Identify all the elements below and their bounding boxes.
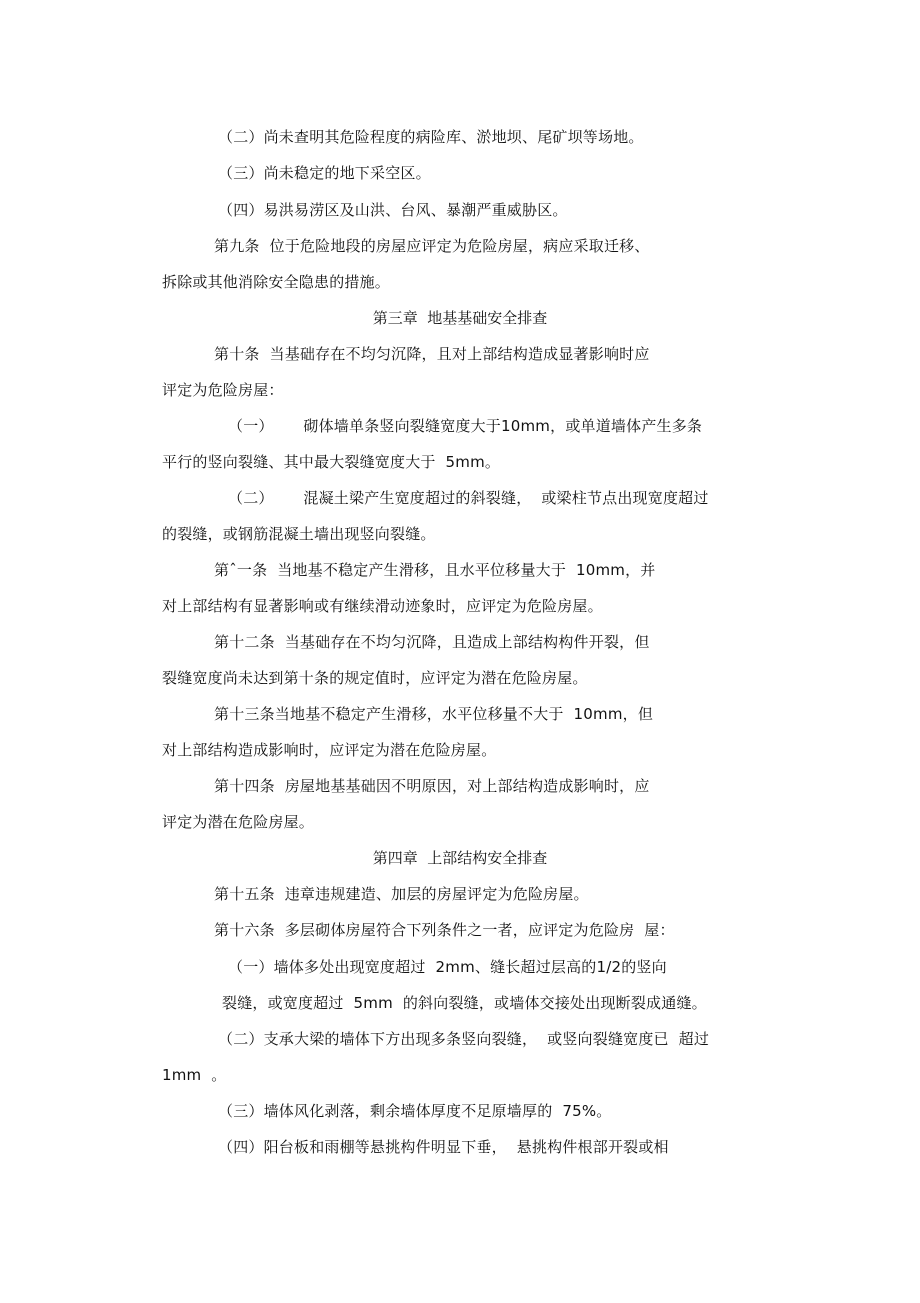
text-line: 评定为潜在危险房屋。 bbox=[162, 813, 315, 831]
text-line: （三）墙体风化剥落，剩余墙体厚度不足原墙厚的 75%。 bbox=[218, 1102, 612, 1120]
text-line: 拆除或其他消除安全隐患的措施。 bbox=[162, 273, 391, 291]
text-line: 对上部结构有显著影响或有继续滑动迹象时，应评定为危险房屋。 bbox=[162, 597, 603, 615]
text-line: （二）支承大梁的墙体下方出现多条竖向裂缝， 或竖向裂缝宽度已 超过 bbox=[218, 1030, 710, 1048]
text-line: 第十六条 多层砌体房屋符合下列条件之一者，应评定为危险房 屋： bbox=[214, 921, 675, 939]
text-line: （二） 混凝土梁产生宽度超过的斜裂缝， 或梁柱节点出现宽度超过 bbox=[228, 489, 709, 507]
text-line: 第十条 当基础存在不均匀沉降，且对上部结构造成显著影响时应 bbox=[214, 345, 650, 363]
chapter-heading: 第三章 地基基础安全排查 bbox=[372, 309, 548, 327]
text-line: 1mm 。 bbox=[162, 1066, 227, 1084]
text-line: （四）易洪易涝区及山洪、台风、暴潮严重威胁区。 bbox=[218, 201, 568, 219]
text-line: 第九条 位于危险地段的房屋应评定为危险房屋，病应采取迁移、 bbox=[214, 237, 650, 255]
text-line: 第十五条 违章违规建造、加层的房屋评定为危险房屋。 bbox=[214, 885, 589, 903]
text-line: 第十二条 当基础存在不均匀沉降，且造成上部结构构件开裂，但 bbox=[214, 633, 650, 651]
text-line: 第十四条 房屋地基基础因不明原因，对上部结构造成影响时，应 bbox=[214, 777, 650, 795]
text-line: 评定为危险房屋： bbox=[162, 381, 284, 399]
text-line: （三）尚未稳定的地下采空区。 bbox=[218, 164, 431, 182]
text-line: 的裂缝，或钢筋混凝土墙出现竖向裂缝。 bbox=[162, 525, 436, 543]
text-line: （一） 砌体墙单条竖向裂缝宽度大于10mm，或单道墙体产生多条 bbox=[228, 417, 703, 435]
text-line: 第ˆ一条 当地基不稳定产生滑移，且水平位移量大于 10mm，并 bbox=[214, 561, 656, 579]
text-line: 裂缝，或宽度超过 5mm 的斜向裂缝，或墙体交接处出现断裂成通缝。 bbox=[222, 994, 707, 1012]
text-line: （四）阳台板和雨棚等悬挑构件明显下垂， 悬挑构件根部开裂或相 bbox=[218, 1138, 669, 1156]
text-line: 第十三条当地基不稳定产生滑移，水平位移量不大于 10mm，但 bbox=[214, 705, 654, 723]
text-line: 对上部结构造成影响时，应评定为潜在危险房屋。 bbox=[162, 741, 497, 759]
chapter-heading: 第四章 上部结构安全排查 bbox=[372, 849, 548, 867]
text-line: （一）墙体多处出现宽度超过 2mm、缝长超过层高的1/2的竖向 bbox=[228, 958, 667, 976]
text-line: （二）尚未查明其危险程度的病险库、淤地坝、尾矿坝等场地。 bbox=[218, 128, 644, 146]
text-line: 裂缝宽度尚未达到第十条的规定值时，应评定为潜在危险房屋。 bbox=[162, 669, 588, 687]
text-line: 平行的竖向裂缝、其中最大裂缝宽度大于 5mm。 bbox=[162, 453, 501, 471]
